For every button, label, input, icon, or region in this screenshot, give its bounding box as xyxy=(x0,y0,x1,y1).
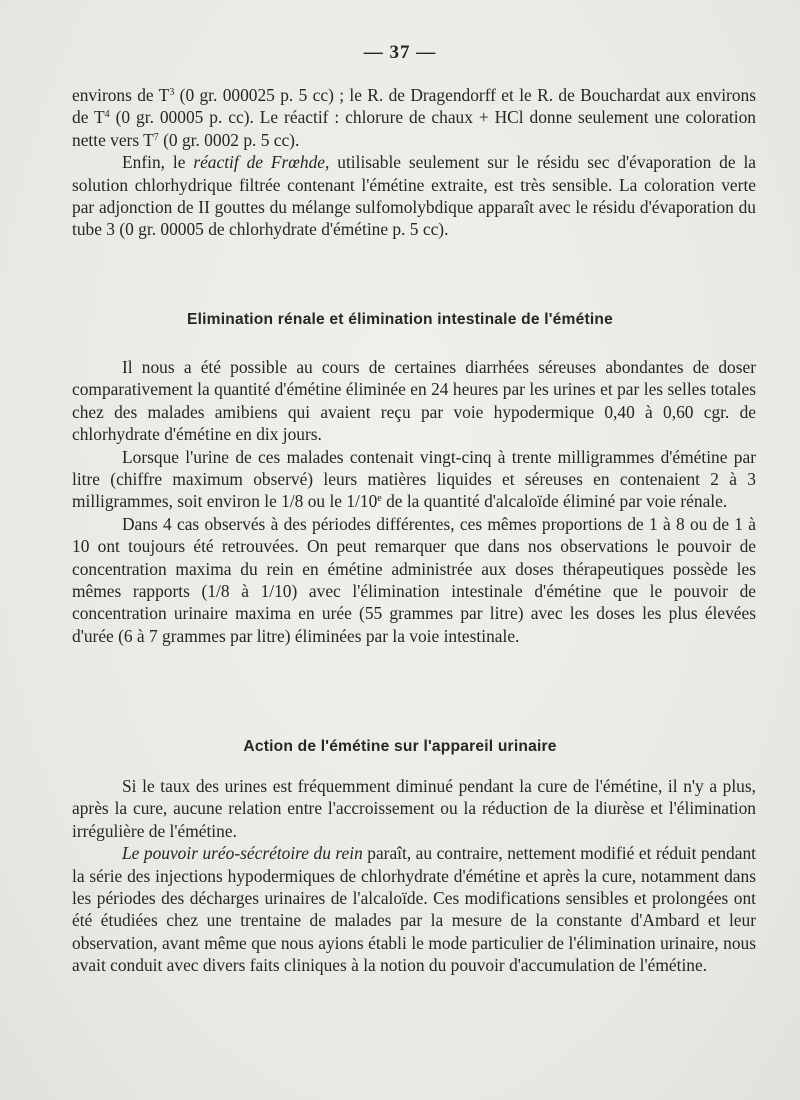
action-paragraph-1: Si le taux des urines est fréquemment diminué pendant la cure de l'émétine, il n'y a plus, après la cure, aucune relation entre l'accroissement ou la réduction de la diurèse et l'élimination irrégulière de l'émétine. xyxy=(72,776,756,841)
page-number: — 37 — xyxy=(363,42,437,63)
action-paragraph-2: Le pouvoir uréo-sécrétoire du rein paraît, au contraire, nettement modifié et réduit pendant la série des injections hypodermiques de chlorhydrate d'émétine et après la cure, notamment dans les périodes des décharges urinaires de l'alcaloïde. Ces modifications sensibles et prolongées ont été étudiées chez une trentaine de malades par la mesure de la constante d'Ambard et leur observation, avant même que nous ayions établi le mode particulier de l'élimination urinaire, nous avait conduit avec divers faits cliniques à la notion du pouvoir d'accumulation de l'émétine. xyxy=(72,843,756,976)
elimination-paragraph-2: Lorsque l'urine de ces malades contenait vingt-cinq à trente milligrammes d'émétine par litre (chiffre maximum observé) leurs matières liquides et séreuses en contenaient 2 à 3 milligrammes, soit environ le 1/8 ou le 1/10e de la quantité d'alcaloïde éliminé par voie rénale. xyxy=(72,446,756,512)
intro-text xyxy=(72,84,756,241)
section-elimination-text xyxy=(72,356,756,647)
section-heading-elimination: Elimination rénale et élimination intestinale de l'émétine xyxy=(186,311,614,328)
elimination-paragraph-1: Il nous a été possible au cours de certaines diarrhées séreuses abondantes de doser comparativement la quantité d'émétine éliminée en 24 heures par les urines et par les selles totales chez des malades amibiens qui avaient reçu par voie hypodermique 0,40 à 0,60 cgr. de chlorhydrate d'émétine en dix jours. xyxy=(72,357,756,445)
intro-paragraph-1: environs de $T^3$ (0 gr. 000025 p. 5 cc) ; le R. de Dragendorff et le R. de Bouchardat aux environs de $T^4$ (0 gr. 00005 p. cc). Le réactif : chlorure de chaux + HCl donne seulement une coloration nette vers $T^7$ (0 gr. 0002 p. 5 cc). xyxy=(72,85,756,150)
section-action-text xyxy=(72,775,756,977)
section-heading-action: Action de l'émétine sur l'appareil urinaire xyxy=(243,738,557,755)
intro-paragraph-2: Enfin, le réactif de Frœhde, utilisable seulement sur le résidu sec d'évaporation de la solution chlorhydrique filtrée contenant l'émétine extraite, est très sensible. La coloration verte par adjonction de II gouttes du mélange sulfomolybdique apparaît avec le résidu d'évaporation du tube 3 (0 gr. 00005 de chlorhydrate d'émétine p. 5 cc). xyxy=(72,152,757,240)
elimination-paragraph-3: Dans 4 cas observés à des périodes différentes, ces mêmes proportions de 1 à 8 ou de 1 à 10 ont toujours été retrouvées. On peut remarquer que dans nos observations le pouvoir de concentration maxima du rein en émétine administrée aux doses thérapeutiques possède les mêmes rapports (1/8 à 1/10) avec l'élimination intestinale d'émétine que le pouvoir de concentration urinaire maxima en urée (55 grammes par litre) avec les doses les plus élevées d'urée (6 à 7 grammes par litre) éliminées par la voie intestinale. xyxy=(72,513,756,646)
